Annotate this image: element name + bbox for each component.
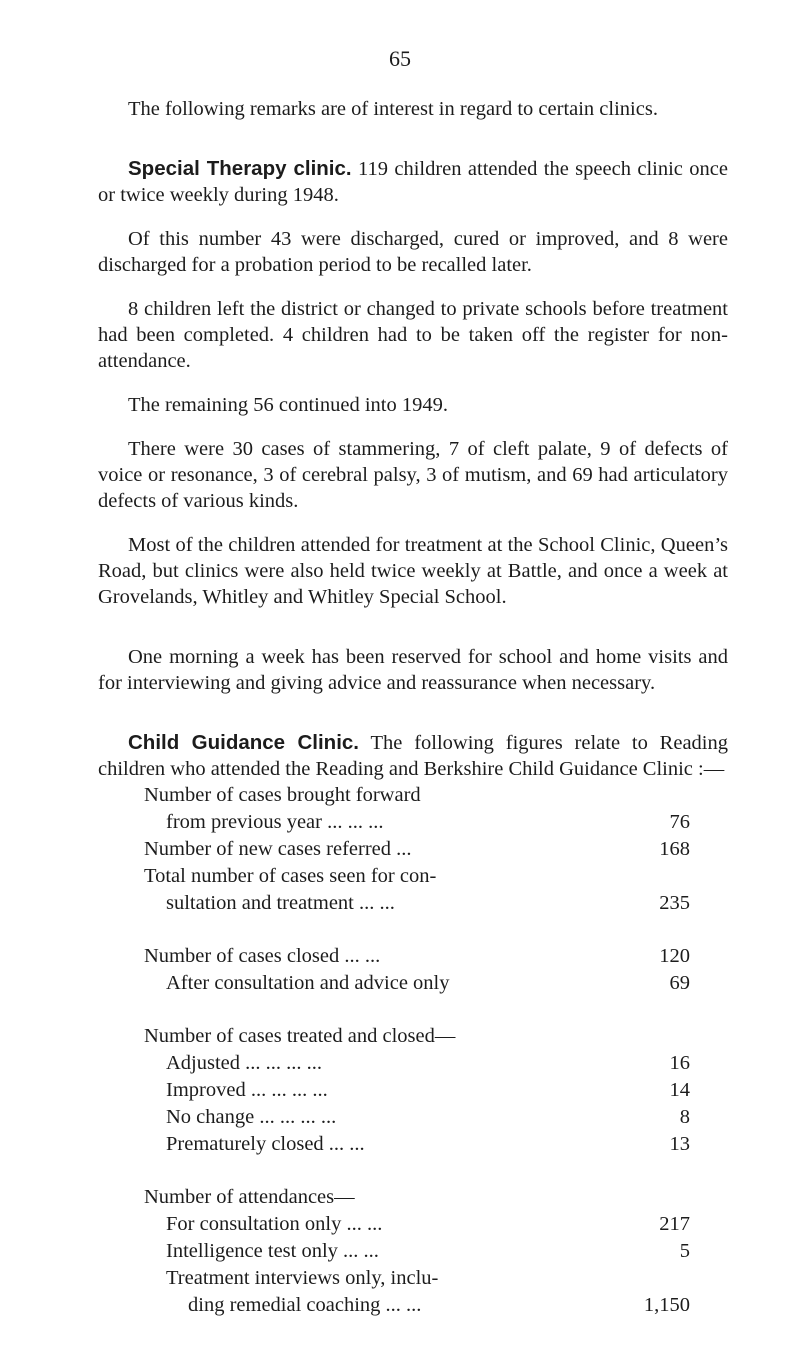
stat-label: Number of cases closed ... ...	[144, 945, 381, 967]
stat-value: 13	[669, 1133, 690, 1155]
stat-value: 69	[669, 972, 690, 994]
visits-paragraph: One morning a week has been reserved for school and home visits and for interviewing and giving advice and reassurance when necessary.	[98, 646, 728, 694]
child-guidance-statistics	[144, 782, 690, 1319]
stat-value: 235	[659, 892, 690, 914]
left-district-paragraph: 8 children left the district or changed to private schools before treatment had been completed. 4 children had to be taken off the register for non-attendance.	[98, 298, 728, 372]
stat-row	[144, 1265, 690, 1292]
stat-row	[144, 1050, 690, 1077]
stat-label: After consultation and advice only	[166, 972, 450, 994]
cases-group	[144, 782, 690, 917]
stat-value: 5	[679, 1240, 690, 1262]
stat-label: Number of new cases referred ...	[144, 838, 412, 860]
stat-label: Intelligence test only ... ...	[166, 1240, 379, 1262]
stat-label: No change ... ... ... ...	[166, 1106, 337, 1128]
stat-row	[144, 1104, 690, 1131]
stat-row	[144, 782, 690, 809]
child-guidance-paragraph	[98, 730, 728, 782]
stat-value: 120	[659, 945, 690, 967]
stat-row	[144, 970, 690, 997]
stat-row	[144, 1131, 690, 1158]
attendances-group	[144, 1184, 690, 1319]
stat-label: For consultation only ... ...	[166, 1213, 383, 1235]
stat-label: sultation and treatment ... ...	[166, 892, 395, 914]
stat-value: 16	[669, 1052, 690, 1074]
stat-value: 8	[679, 1106, 690, 1128]
special-therapy-paragraph	[98, 156, 728, 208]
stat-label: from previous year ... ... ...	[166, 811, 384, 833]
clinics-paragraph: Most of the children attended for treatment at the School Clinic, Queen’s Road, but clinics were also held twice weekly at Battle, and once a week at Grovelands, Whitley and Whitley Special School.	[98, 534, 728, 608]
stat-value: 168	[659, 838, 690, 860]
stat-row	[144, 863, 690, 890]
stat-row	[144, 890, 690, 917]
stat-row	[144, 1077, 690, 1104]
child-guidance-text: The following figures relate to Reading children who attended the Reading and Berkshire Child Guidance Clinic :—	[98, 732, 728, 780]
stat-label: Number of cases brought forward	[144, 784, 421, 806]
stat-value: 217	[659, 1213, 690, 1235]
stat-row	[144, 809, 690, 836]
treated-group	[144, 1023, 690, 1158]
closed-group	[144, 943, 690, 997]
intro-paragraph: The following remarks are of interest in regard to certain clinics.	[128, 98, 658, 120]
stat-label: ding remedial coaching ... ...	[188, 1294, 422, 1316]
stat-row	[144, 1211, 690, 1238]
stat-label: Improved ... ... ... ...	[166, 1079, 328, 1101]
cases-paragraph: There were 30 cases of stammering, 7 of cleft palate, 9 of defects of voice or resonance, 3 of cerebral palsy, 3 of mutism, and 69 had articulatory defects of various kinds.	[98, 438, 728, 512]
stat-value: 1,150	[643, 1294, 690, 1316]
stat-row	[144, 1292, 690, 1319]
stat-value: 14	[669, 1079, 690, 1101]
discharged-paragraph: Of this number 43 were discharged, cured or improved, and 8 were discharged for a probation period to be recalled later.	[98, 228, 728, 276]
child-guidance-heading: Child Guidance Clinic.	[128, 731, 359, 754]
group-title: Number of cases treated and closed—	[144, 1025, 456, 1047]
stat-row	[144, 1238, 690, 1265]
stat-row	[144, 943, 690, 970]
stat-label: Total number of cases seen for con-	[144, 865, 437, 887]
group-title: Number of attendances—	[144, 1186, 355, 1208]
page-body	[98, 96, 728, 1319]
stat-label: Adjusted ... ... ... ...	[166, 1052, 323, 1074]
stat-row	[144, 836, 690, 863]
page-number: 65	[389, 46, 411, 71]
stat-label: Treatment interviews only, inclu-	[166, 1267, 439, 1289]
stat-label: Prematurely closed ... ...	[166, 1133, 365, 1155]
special-therapy-heading: Special Therapy clinic.	[128, 157, 352, 180]
stat-value: 76	[669, 811, 690, 833]
special-therapy-text: 119 children attended the speech clinic once or twice weekly during 1948.	[98, 158, 728, 206]
remaining-paragraph: The remaining 56 continued into 1949.	[128, 394, 448, 416]
